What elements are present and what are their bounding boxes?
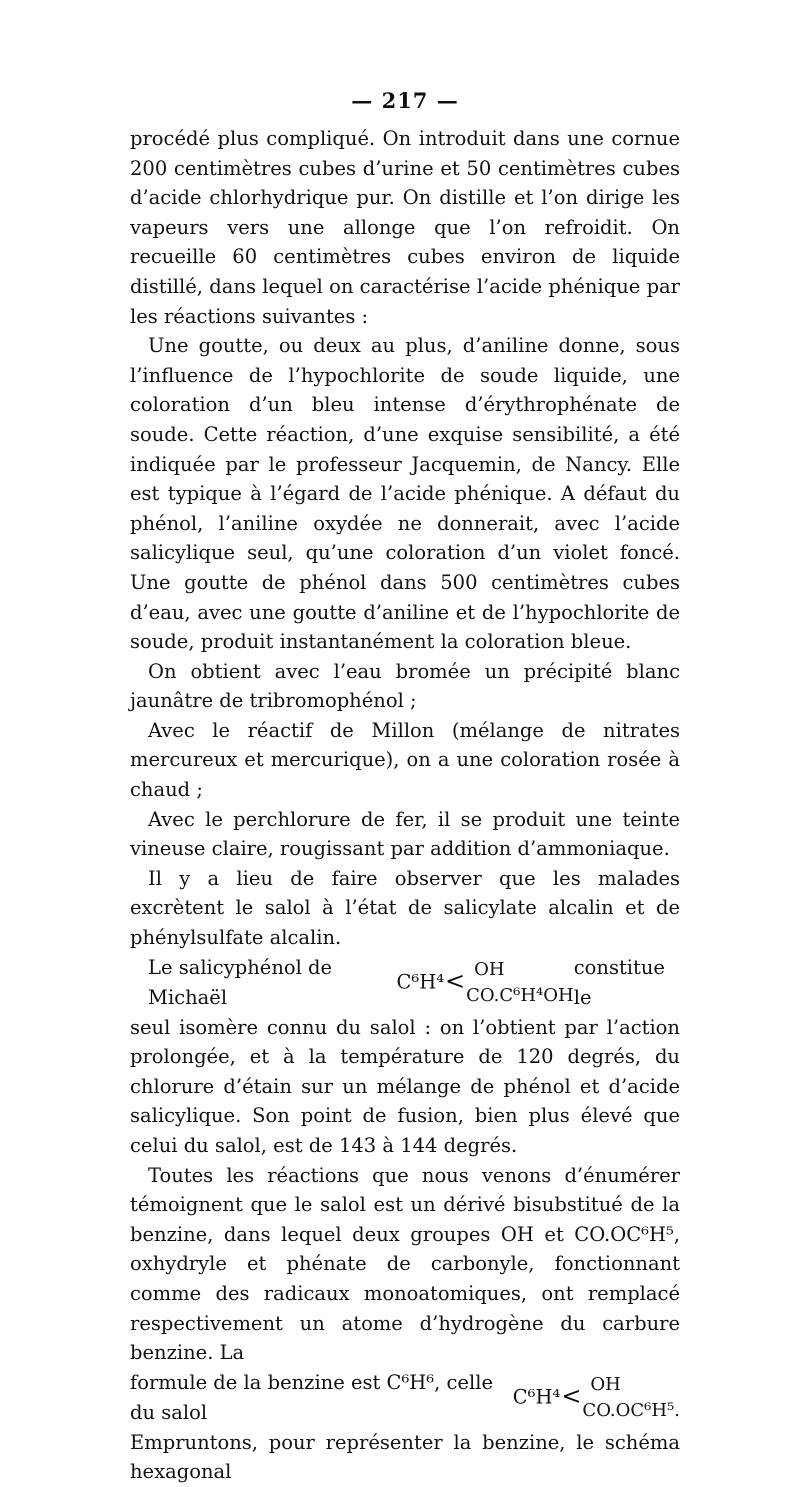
- paragraph-2: Une goutte, ou deux au plus, d’aniline donne, sous l’influence de l’hypochlorite de soude liquide, une coloration d’un bleu intense d’érythrophénate de soude. Cette réaction, d’une exquise sensibilité, a été indiquée par le professeur Jacquemin, de Nancy. Elle est typique à l’égard de l’acide phénique. A défaut du phénol, l’aniline oxydée ne donnerait, avec l’acide salicylique seul, qu’une coloration d’un violet foncé. Une goutte de phénol dans 500 centimètres cubes d’eau, avec une goutte d’aniline et de l’hypochlorite de soude, produit instantanément la coloration bleue.: [130, 334, 680, 654]
- paragraph-5: Avec le perchlorure de fer, il se produit une teinte vineuse claire, rougissant par addition d’ammoniaque.: [130, 807, 680, 861]
- salicyphenol-formula: [396, 958, 574, 1006]
- salicyphenol-formula-base: C⁶H⁴: [396, 970, 445, 994]
- paragraph-10: Empruntons, pour représenter la benzine, le schéma hexagonal: [130, 1430, 680, 1484]
- paragraph-3: On obtient avec l’eau bromée un précipité blanc jaunâtre de tribromophénol ;: [130, 659, 680, 713]
- salicyphenol-lead-text: Le salicyphénol de Michaël: [148, 956, 333, 1009]
- paragraph-6: Il y a lieu de faire observer que les malades excrètent le salol à l’état de salicylate alcalin et de phénylsulfate alcalin.: [130, 866, 680, 950]
- salicyphenol-formula-arrow: <: [445, 967, 466, 996]
- salol-formula-bottom: CO.OC⁶H⁵.: [582, 1399, 680, 1421]
- book-page: [130, 88, 680, 1487]
- salol-formula-arrow: <: [561, 1382, 582, 1411]
- salicyphenol-formula-branches: [466, 958, 574, 1006]
- paragraph-4: Avec le réactif de Millon (mélange de nitrates mercureux et mercurique), on a une coloration rosée à chaud ;: [130, 718, 680, 802]
- salicyphenol-formula-bottom: CO.C⁶H⁴OH: [466, 984, 574, 1006]
- salicyphenol-trail-text: constitue le: [573, 956, 665, 1009]
- salol-formula-top: OH: [590, 1373, 621, 1395]
- salol-lead-text: formule de la benzine est C⁶H⁶, celle du salol: [130, 1371, 493, 1424]
- salol-formula: [512, 1373, 680, 1421]
- paragraph-8: Toutes les réactions que nous venons d’énumérer témoignent que le salol est un dérivé bisubstitué de la benzine, dans lequel deux groupes OH et CO.OC⁶H⁵, oxhydryle et phénate de carbonyle, fonctionnant comme des radicaux monoatomiques, ont remplacé respectivement un atome d’hydrogène du carbure benzine. La: [130, 1163, 680, 1365]
- page-number: — 217 —: [351, 88, 459, 113]
- paragraph-1: procédé plus compliqué. On introduit dans une cornue 200 centimètres cubes d’urine et 50 centimètres cubes d’acide chlorhydrique pur. On distille et l’on dirige les vapeurs vers une allonge que l’on refroidit. On recueille 60 centimètres cubes environ de liquide distillé, dans lequel on caractérise l’acide phénique par les réactions suivantes :: [130, 127, 680, 328]
- salol-formula-line: [130, 1368, 680, 1428]
- salicyphenol-formula-top: OH: [474, 958, 505, 980]
- salol-formula-branches: [582, 1373, 680, 1421]
- paragraph-7-rest: seul isomère connu du salol : on l’obtient par l’action prolongée, et à la température de 120 degrés, du chlorure d’étain sur un mélange de phénol et d’acide salicylique. Son point de fusion, bien plus élevé que celui du salol, est de 143 à 144 degrés.: [130, 1015, 680, 1157]
- salol-formula-base: C⁶H⁴: [512, 1385, 561, 1409]
- salicyphenol-formula-line: [130, 953, 680, 1013]
